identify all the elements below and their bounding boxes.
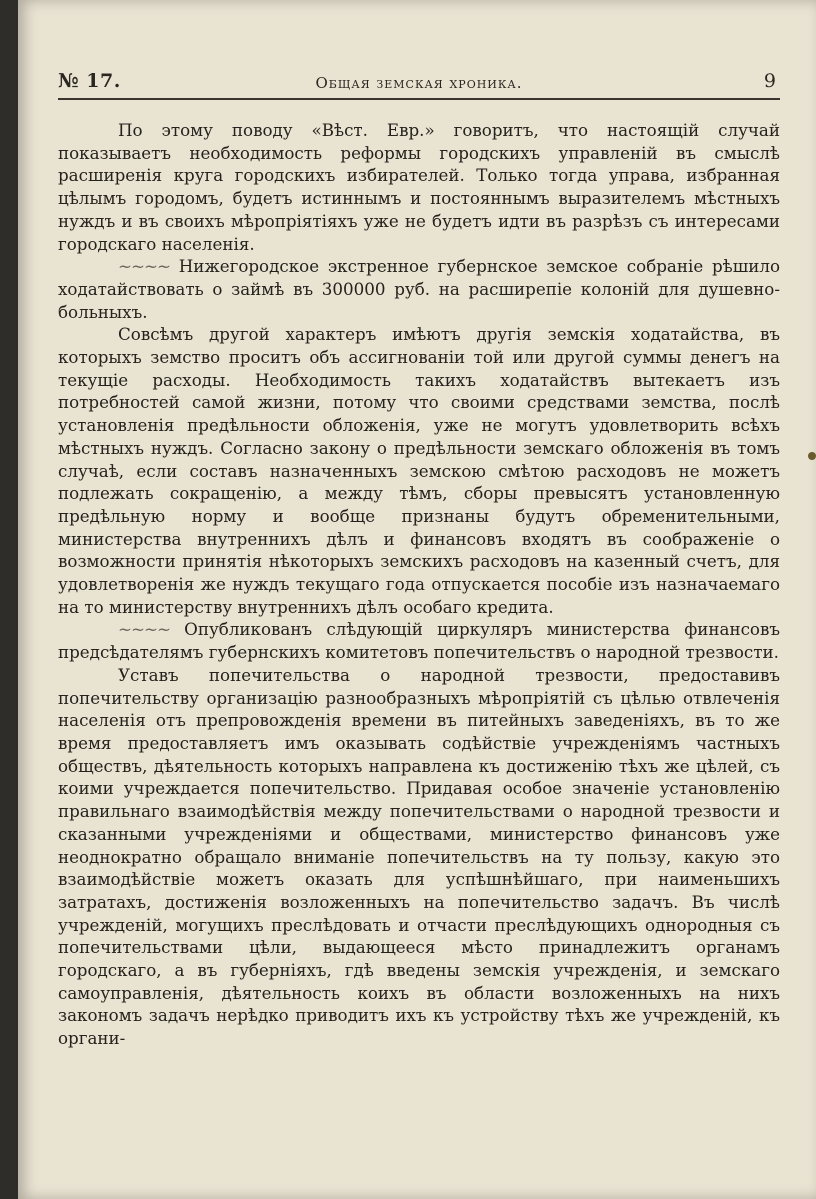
ink-spot [808, 452, 816, 460]
paragraph-3: Совсѣмъ другой характеръ имѣютъ другія земскія ходатайства, въ которыхъ земство проситъ объ ассигнованіи той или другой суммы денегъ на текущіе расходы. Необходимость такихъ ходатайствъ вытекаетъ изъ потребностей самой жизни, потому что своими средствами земства, послѣ установленія предѣльности обложенія, уже не могутъ удовлетворить всѣхъ мѣстныхъ нуждъ. Согласно закону о предѣльности земскаго обложенія въ томъ случаѣ, если составъ назначенныхъ земскою смѣтою расходовъ не можетъ подлежать сокращенію, а между тѣмъ, сборы превысятъ установленную предѣльную норму и вообще признаны будутъ обременительными, министерства внутреннихъ дѣлъ и финансовъ входятъ въ соображеніе о возможности принятія нѣкоторыхъ земскихъ расходовъ на казенный счетъ, для удовлетворенія же нуждъ текущаго года отпускается пособіе изъ назначаемаго на то министерству внутреннихъ дѣлъ особаго кредита. [58, 324, 780, 617]
book-page [18, 0, 816, 1199]
page-number: 9 [763, 70, 776, 92]
issue-number: № 17. [58, 70, 121, 92]
section-marker: ~~~~ [118, 256, 170, 277]
paragraph-2: ~~~~ Нижегородское экстренное губернское земское собраніе рѣшило ходатайствовать о займѣ въ 300000 руб. на расширепіе колоній для душевно-больныхъ. [58, 256, 780, 322]
running-header [58, 70, 780, 100]
paragraph-1: По этому поводу «Вѣст. Евр.» говоритъ, что настоящій случай показываетъ необходимость реформы городскихъ управленій въ смыслѣ расширенія круга городскихъ избирателей. Только тогда управа, избранная цѣлымъ городомъ, будетъ истиннымъ и постояннымъ выразителемъ мѣстныхъ нуждъ и въ своихъ мѣропріятіяхъ уже не будетъ идти въ разрѣзъ съ интересами городскаго населенія. [58, 120, 780, 254]
body-text [58, 119, 780, 1050]
paragraph-5: Уставъ попечительства о народной трезвости, предоставивъ попечительству организацію разнообразныхъ мѣропріятій съ цѣлью отвлеченія населенія отъ препровожденія времени въ питейныхъ заведеніяхъ, въ то же время предоставляетъ имъ оказывать содѣйствіе учрежденіямъ частныхъ обществъ, дѣятельность которыхъ направлена къ достиженію тѣхъ же цѣлей, съ коими учреждается попечительство. Придавая особое значеніе установленію правильнаго взаимодѣйствія между попечительствами о народной трезвости и сказанными учрежденіями и обществами, министерство финансовъ уже неоднократно обращало вниманіе попечительствъ на ту пользу, какую это взаимодѣйствіе можетъ оказать для успѣшнѣйшаго, при наименьшихъ затратахъ, достиженія возложенныхъ на попечительство задачъ. Въ числѣ учрежденій, могущихъ преслѣдовать и отчасти преслѣдующихъ однородныя съ попечительствами цѣли, выдающееся мѣсто принадлежитъ органамъ городскаго, а въ губерніяхъ, гдѣ введены земскія учрежденія, и земскаго самоуправленія, дѣятельность коихъ въ области возложенныхъ на нихъ закономъ задачъ нерѣдко приводитъ ихъ къ устройству тѣхъ же учрежденій, къ органи- [58, 664, 780, 1049]
section-marker: ~~~~ [118, 619, 170, 640]
paragraph-4: ~~~~ Опубликованъ слѣдующій циркуляръ министерства финансовъ предсѣдателямъ губернскихъ комитетовъ попечительствъ о народной трезвости. [58, 619, 780, 663]
section-title: Общая земская хроника. [315, 74, 523, 92]
